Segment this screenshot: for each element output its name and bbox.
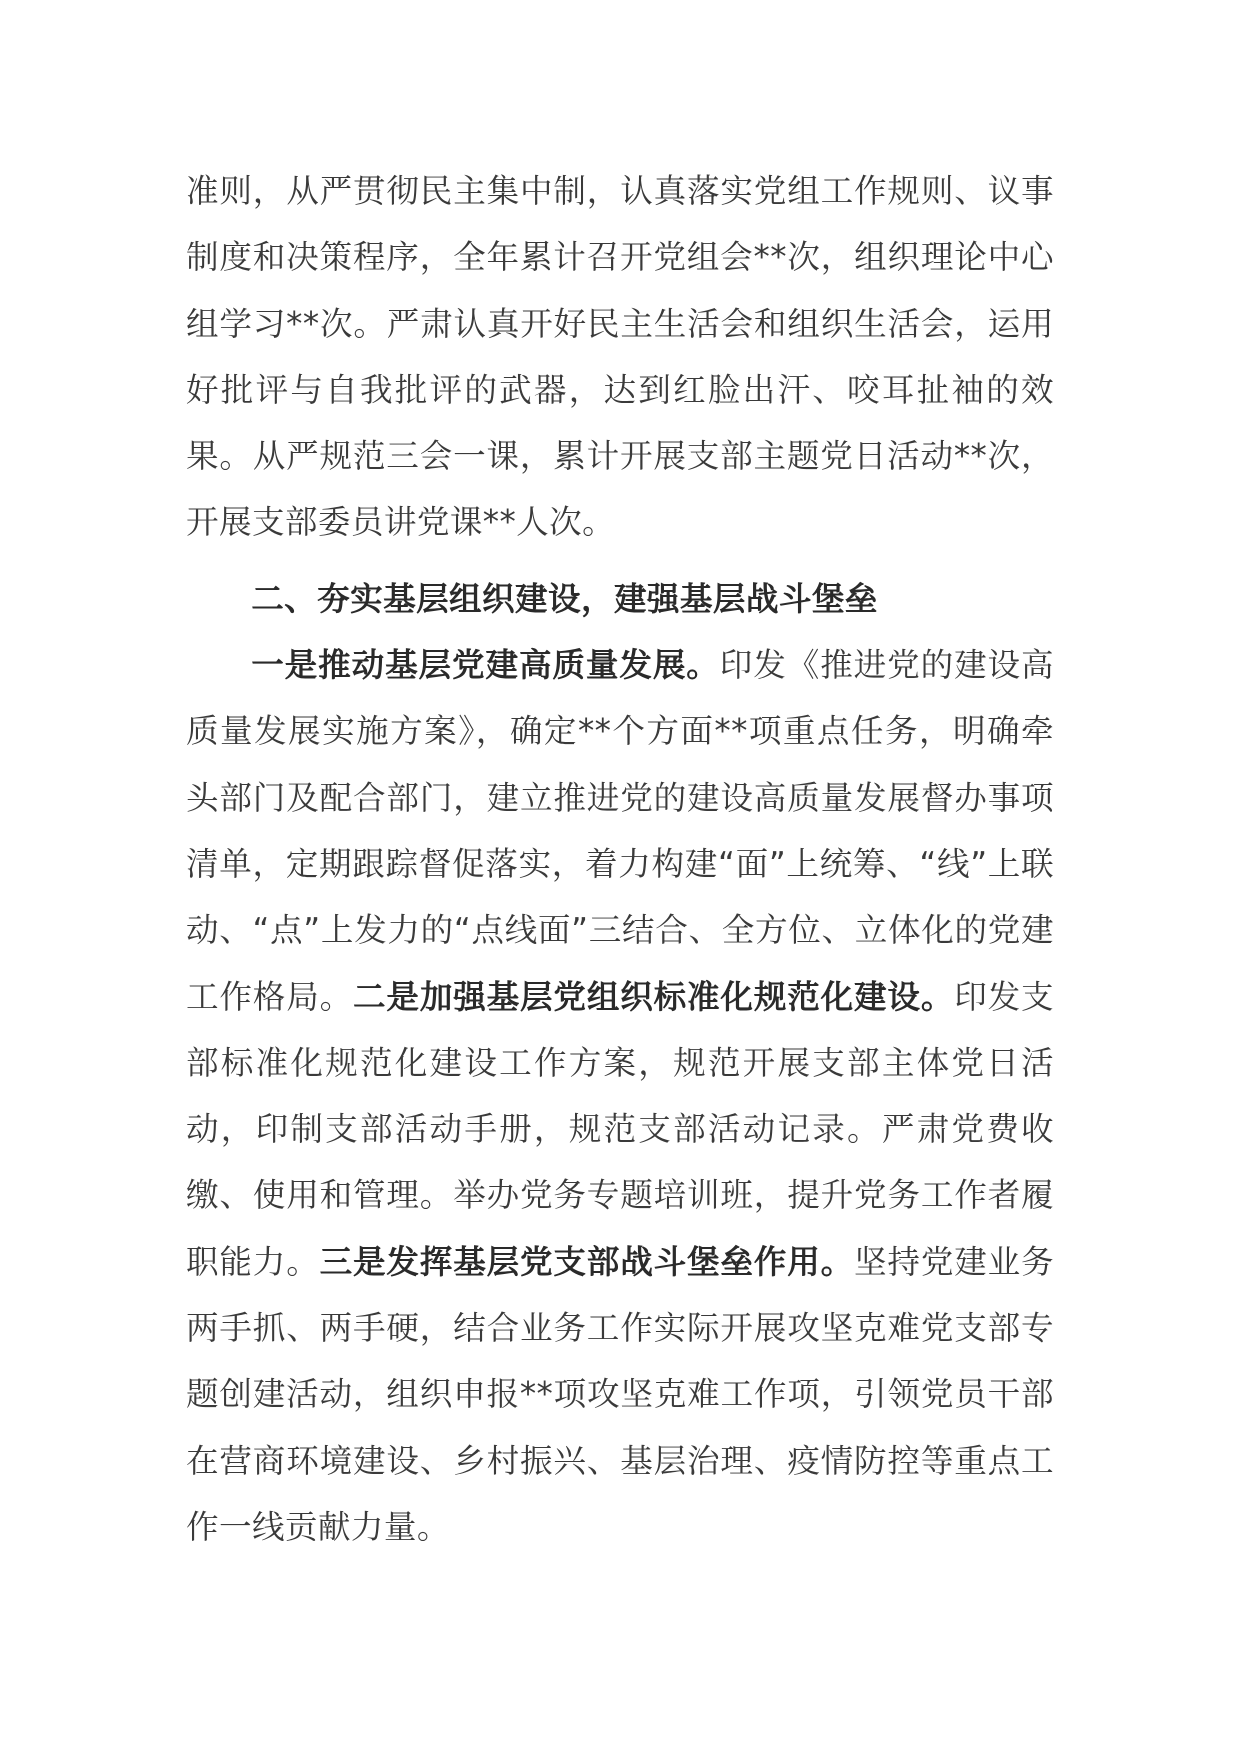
paragraph-grassroots-building [186, 632, 1054, 1560]
paragraph-text-3: 坚持党建业务两手抓、两手硬，结合业务工作实际开展攻坚克难党支部专题创建活动，组织申报**项攻坚克难工作项，引领党员干部在营商环境建设、乡村振兴、基层治理、疫情防控等重点工作一线贡献力量。 [186, 1242, 1054, 1546]
lead-phrase-2: 二是加强基层党组织标准化规范化建设。 [353, 977, 955, 1016]
paragraph-party-discipline [186, 158, 1054, 556]
paragraph-text-2: 印发支部标准化规范化建设工作方案，规范开展支部主体党日活动，印制支部活动手册，规范支部活动记录。严肃党费收缴、使用和管理。举办党务专题培训班，提升党务工作者履职能力。 [186, 977, 1054, 1281]
paragraph-gap [186, 556, 1054, 564]
paragraph-text-1: 印发《推进党的建设高质量发展实施方案》，确定**个方面**项重点任务，明确牵头部门及配合部门，建立推进党的建设高质量发展督办事项清单，定期跟踪督促落实，着力构建“面”上统筹、“线”上联动、“点”上发力的“点线面”三结合、全方位、立体化的党建工作格局。 [186, 646, 1054, 1016]
document-body [186, 158, 1054, 1560]
section-heading: 二、夯实基层组织建设，建强基层战斗堡垒 [251, 579, 878, 618]
lead-phrase-3: 三是发挥基层党支部战斗堡垒作用。 [319, 1242, 855, 1281]
lead-phrase-1: 一是推动基层党建高质量发展。 [251, 646, 720, 685]
paragraph-text: 准则，从严贯彻民主集中制，认真落实党组工作规则、议事制度和决策程序，全年累计召开党组会**次，组织理论中心组学习**次。严肃认真开好民主生活会和组织生活会，运用好批评与自我批评的武器，达到红脸出汗、咬耳扯袖的效果。从严规范三会一课，累计开展支部主题党日活动**次，开展支部委员讲党课**人次。 [186, 172, 1054, 542]
